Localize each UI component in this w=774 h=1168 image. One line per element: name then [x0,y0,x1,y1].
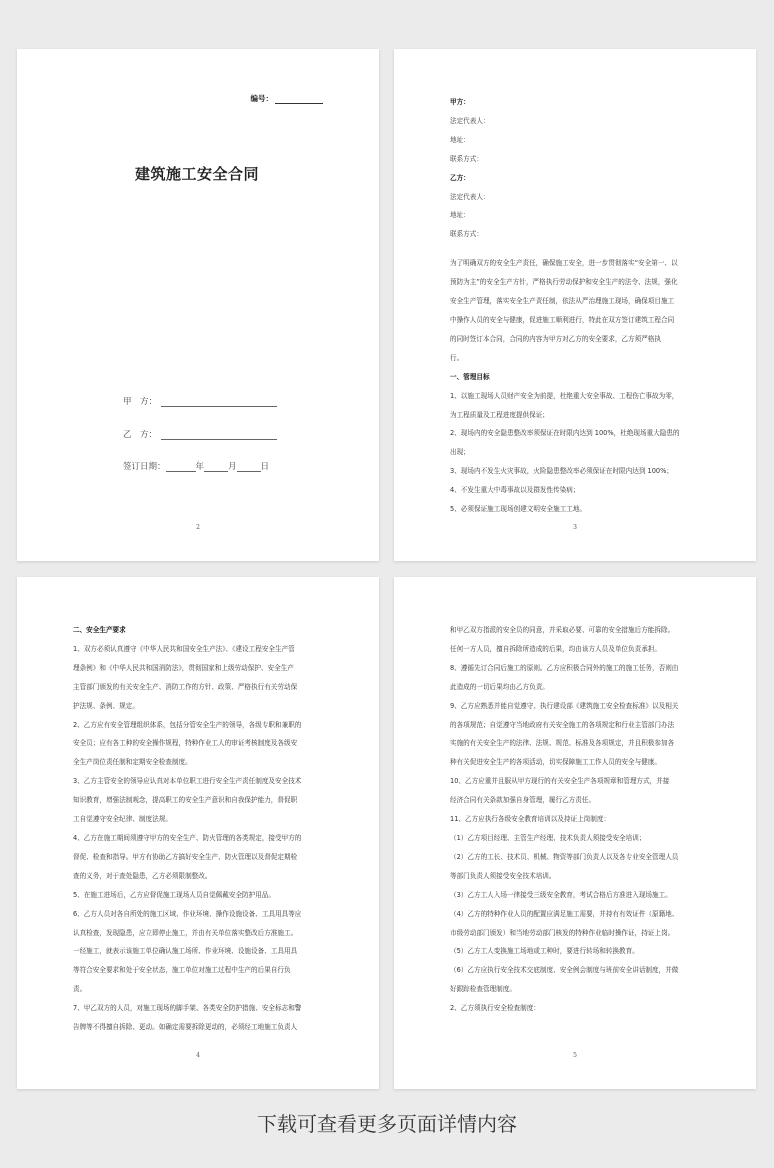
text-line: 7、甲乙双方的人员，对施工现场的脚手架、各类安全防护措施、安全标志和警 [73,1004,302,1013]
paragraph-gap [450,244,702,254]
text-line: 出现； [450,448,470,457]
text-line: 理条例》和《中华人民共和国消防法》，贯彻国家和上级劳动保护、安全生产 [73,663,294,672]
text-line: 2、现场内的安全隐患整改率须保证在时限内达到 100%，杜绝现场重大隐患的 [450,429,680,438]
text-line: 法定代表人： [450,192,490,201]
text-line: 为了明确双方的安全生产责任，确保施工安全，进一步贯彻落实“安全第一、以 [450,259,678,268]
text-line: 和甲乙双方指派的安全员的同意，并采取必要、可靠的安全措施后方能拆除。 [450,626,675,634]
year-blank [166,462,196,472]
text-line: 任何一方人员，擅自拆除所造成的后果，均由该方人员及单位负责承担。 [450,644,661,653]
text-line: 责。 [73,985,87,994]
text-line: 地址： [450,135,470,144]
party-a-field [123,395,277,407]
text-line: 10、乙方应重并且服从甲方现行的有关安全生产各项规章和管理方式，并接 [450,777,670,786]
text-line: 5、必须保证施工现场创建文明安全施工工地。 [450,505,587,514]
text-line: 知识教育，增强法制观念，提高职工的安全生产意识和自我保护能力，督促职 [73,796,298,805]
text-line: 3、乙方主管安全的领导应认真对本单位职工进行安全生产责任制度及安全技术 [73,777,302,786]
sign-date-label: 签订日期： [123,462,166,472]
month-blank [204,462,228,472]
contract-title: 建筑施工安全合同 [135,165,260,183]
page-parties-and-goals [394,49,756,561]
text-line: 的各项规范；自觉遵守当地政府有关安全施工的各项规定和行业主管部门办法 [450,720,675,729]
sign-date-field [123,460,269,472]
text-line: 中操作人员的安全与健康，促进施工顺利进行，特此在双方签订建筑工程合同 [450,315,675,324]
text-line: 4、不发生重大中毒事故以及群发性传染病； [450,486,580,495]
download-more-caption: 下载可查看更多页面详情内容 [257,1112,517,1136]
page-number: 5 [573,1052,577,1059]
contract-number-label: 编号： [250,94,273,103]
day-blank [237,462,261,472]
text-line: 1、以施工现场人员财产安全为前提，杜绝重大安全事故、工程伤亡事故为零， [450,391,679,400]
section-heading: 二、安全生产要求 [73,626,126,634]
text-line: 此造成的一切后果均由乙方负责。 [450,682,549,691]
party-b-blank [161,430,277,440]
text-line: 一经施工，就表示该施工单位确认施工场所、作业环境、设施设备、工具用具 [73,947,298,956]
contract-number-blank [275,95,323,104]
month-label: 月 [228,462,237,472]
text-line: 11、乙方应执行各级安全教育培训以及持证上岗制度： [450,815,611,824]
party-a-blank [161,397,277,407]
text-line: 实施的有关安全生产的法律、法规、规范、标准及各项规定，并且积极参加各 [450,739,675,748]
text-line: 预防为主”的安全生产方针，严格执行劳动保护和安全生产的法令、法规，强化 [450,278,678,287]
text-line: 3、现场内不发生火灾事故，火险隐患整改率必须保证在时限内达到 100%； [450,467,673,476]
page-body [450,93,702,519]
text-line: 9、乙方应熟悉并能自觉遵守、执行建设部《建筑施工安全检查标准》以及相关 [450,701,679,710]
page-body [450,621,702,1018]
text-line: 法定代表人： [450,116,490,125]
text-line: 地址： [450,211,470,220]
text-line: 经济合同有关条款加强自身管理，履行乙方责任。 [450,796,596,805]
text-line: 等符合安全要求和处于安全状态，施工单位对施工过程中生产的后果自行负 [73,966,291,975]
text-line: 6、乙方人员对各自所处的施工区域、作业环境、操作设施设备、工具用具等应 [73,909,302,918]
section-heading: 甲方： [450,98,470,106]
text-line: 护法规、条例、规定。 [73,701,139,710]
text-line: 安全生产管理，落实安全生产责任制，依法从严治理施工现场，确保项目施工 [450,297,675,306]
text-line: 告牌等不得擅自拆除、更动。如确定需要拆除更动的，必须经工地施工负责人 [73,1023,298,1032]
page-body [73,621,325,1037]
text-line: 行。 [450,353,464,362]
text-line: 8、遵循先订合同后施工的原则。乙方应积极合同外的施工的施工任务，否则由 [450,663,679,672]
party-b-label: 乙 方： [123,430,158,440]
day-label: 日 [260,462,270,472]
party-a-label: 甲 方： [123,397,158,407]
text-line: 全生产岗位责任制和定期安全检查制度。 [73,758,192,767]
contract-number-field [251,93,324,104]
text-line: 等部门负责人须接受安全技术培训。 [450,871,556,880]
section-heading: 乙方： [450,173,470,182]
text-line: （5）乙方工人变换施工场地或工种时，要进行转场和转换教育。 [450,947,639,956]
cover-page [17,49,379,561]
text-line: 种有关促进安全生产的各项活动，切实保障施工工作人员的安全与健康。 [450,758,661,767]
text-line: 为工程质量及工程进度提供保证； [450,410,549,419]
text-line: （2）乙方的工长、技术员、机械、物资等部门负责人以及各专业安全管理人员 [450,852,679,861]
text-line: （4）乙方的特种作业人员的配置应满足施工需要，并持有有效证件（原籍地、 [450,909,679,918]
text-line: （1）乙方项目经理、主管生产经理、技术负责人须接受安全培训； [450,833,646,842]
page-safety-requirements-continued [394,577,756,1089]
page-number: 3 [573,524,577,531]
page-number: 4 [196,1052,200,1059]
text-line: 安全员；应有各工种的安全操作规程，特种作业工人的审证考核制度及各级安 [73,739,298,748]
text-line: 4、乙方在施工期间须遵守甲方的安全生产、防火管理的各类规定，接受甲方的 [73,833,302,842]
text-line: 认真检查，发现隐患，应立即停止施工，并由有关单位落实整改后方准施工。 [73,928,298,937]
text-line: （6）乙方应执行安全技术交底制度、安全例会制度与班前安全讲话制度，并做 [450,966,679,975]
page-number: 2 [196,524,200,531]
text-line: 2、乙方须执行安全检查制度： [450,1004,540,1013]
text-line: 1、双方必须认真遵守《中华人民共和国安全生产法》、《建设工程安全生产管 [73,644,295,653]
text-line: 市级劳动部门颁发）和当地劳动部门核发的特种作业临时操作证，持证上岗。 [450,928,675,937]
party-b-field [123,428,277,440]
section-heading: 一、管理目标 [450,372,490,381]
page-safety-requirements [17,577,379,1089]
text-line: 2、乙方应有安全管理组织体系，包括分管安全生产的领导，各级专职和兼职的 [73,720,302,729]
text-line: 好跟踪检查管理制度。 [450,985,516,994]
text-line: 主管部门颁发的有关安全生产、消防工作的方针、政策、严格执行有关劳动保 [73,682,298,691]
text-line: 工自觉遵守安全纪律、制度法规。 [73,815,172,824]
year-label: 年 [195,462,205,472]
text-line: 5、在施工进场后，乙方应督促施工现场人员自觉佩戴安全防护用品。 [73,890,276,899]
text-line: 的同时签订本合同，合同的内容为甲方对乙方的安全要求，乙方须严格执 [450,334,661,343]
text-line: 联系方式： [450,154,483,163]
text-line: 督促、检查和指导。甲方有协助乙方搞好安全生产、防火管理以及督促定期检 [73,852,298,861]
text-line: 查的义务，对于查处隐患，乙方必须限制整改。 [73,871,212,880]
text-line: 联系方式： [450,230,483,239]
text-line: （3）乙方工人入场一律接受三级安全教育，考试合格后方准进入现场施工。 [450,890,672,899]
